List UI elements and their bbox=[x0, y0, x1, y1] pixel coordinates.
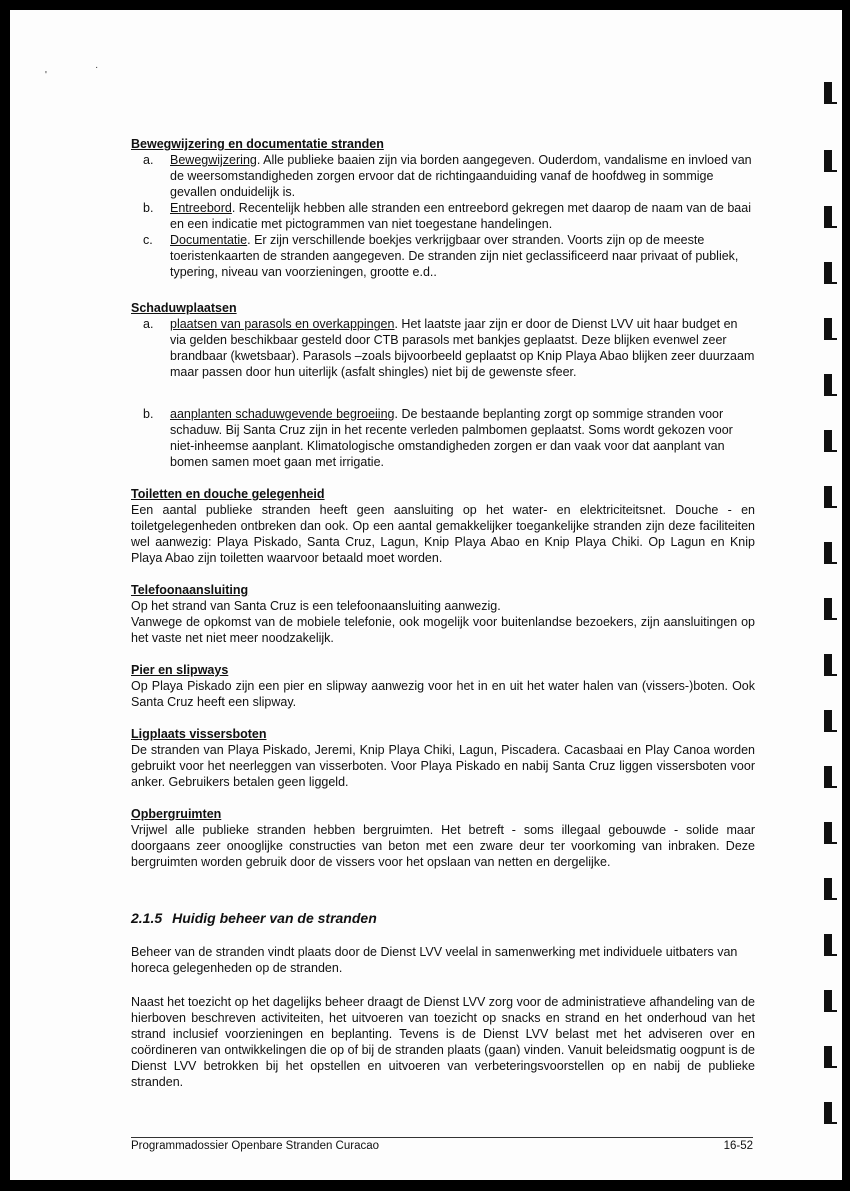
paragraph: Beheer van de stranden vindt plaats door de Dienst LVV veelal in samenwerking met individuele uitbaters van horeca gelegenheden op de stranden. bbox=[131, 945, 738, 975]
binder-hole bbox=[824, 430, 832, 452]
binder-hole bbox=[824, 878, 832, 900]
list-item bbox=[131, 406, 755, 470]
binder-hole bbox=[824, 822, 832, 844]
list-item-lead: aanplanten schaduwgevende begroeiing bbox=[170, 407, 395, 421]
section-heading-opbergruimten: Opbergruimten bbox=[131, 807, 222, 821]
section-heading-telefoon: Telefoonaansluiting bbox=[131, 583, 249, 597]
list-item bbox=[131, 316, 755, 380]
binder-hole bbox=[824, 1046, 832, 1068]
list-item bbox=[131, 152, 755, 200]
paragraph: De stranden van Playa Piskado, Jeremi, Knip Playa Chiki, Lagun, Piscadera. Cacasbaai en Play Canoa worden gebruikt voor het neerleggen van visserboten. Voor Playa Piskado en nabij Santa Cruz liggen vissersboten voor anker. Gebruikers betalen geen liggeld. bbox=[131, 743, 755, 789]
list-item bbox=[131, 232, 755, 280]
paragraph: Een aantal publieke stranden heeft geen aansluiting op het water- en elektriciteitsnet. Douche - en toiletgelegenheden ontbreken dan ook. Op een aantal gemakkelijker toegankelijke stranden zijn deze faciliteiten wel aanwezig: Playa Piskado, Santa Cruz, Lagun, Knip Playa Abao en Knip Playa Chiki. Op Lagun en Knip Playa Abao zijn toiletten waarvoor betaald moet worden. bbox=[131, 503, 755, 565]
binder-hole bbox=[824, 654, 832, 676]
list-item-body: . Er zijn verschillende boekjes verkrijgbaar over stranden. Voorts zijn op de meeste toeristenkaarten de stranden aangegeven. De stranden zijn niet geclassificeerd naar privaat of publiek, typering, niveau van voorzieningen, grootte e.d.. bbox=[170, 233, 739, 279]
binder-hole bbox=[824, 486, 832, 508]
binder-hole bbox=[824, 82, 832, 104]
binder-hole bbox=[824, 150, 832, 172]
document-body bbox=[131, 136, 755, 1090]
list-item-body: . Het laatste jaar zijn er door de Dienst LVV uit haar budget en via gelden beschikbaar gesteld door CTB parasols met bankjes geplaatst. Deze blijken evenwel zeer brandbaar (kwetsbaar). Parasols –zoals bijvoorbeeld geplaatst op Knip Playa Abao blijken zeer duurzaam maar passen door hun uiterlijk (asfalt shingles) niet bij de gewenste sfeer. bbox=[170, 317, 755, 379]
binder-hole bbox=[824, 1102, 832, 1124]
list-item-text bbox=[170, 200, 755, 232]
list-item-lead: plaatsen van parasols en overkappingen bbox=[170, 317, 395, 331]
page-number: 16-52 bbox=[723, 1140, 753, 1152]
list-item-text bbox=[170, 316, 755, 380]
list-item-lead: Entreebord bbox=[170, 201, 232, 215]
paragraph: Naast het toezicht op het dagelijks beheer draagt de Dienst LVV zorg voor de administratieve afhandeling van de hierboven beschreven activiteiten, het uitvoeren van toezicht op snacks en strand en het onderhoud van het strand inclusief voorzieningen en beplanting. Tevens is de Dienst LVV belast met het adviseren over en coördineren van ontwikkelingen die op of bij de stranden plaats (gaan) vinden. Vanuit beleidsmatig oogpunt is de Dienst LVV betrokken bij het opstellen en uitvoeren van verbeteringsvoorstellen op en nabij de publieke stranden. bbox=[131, 995, 755, 1089]
paragraph: Vanwege de opkomst van de mobiele telefonie, ook mogelijk voor buitenlandse bezoekers, zijn aansluitingen op het vaste net niet meer noodzakelijk. bbox=[131, 615, 755, 645]
schaduw-list bbox=[131, 316, 755, 470]
section-heading-toiletten: Toiletten en douche gelegenheid bbox=[131, 487, 325, 501]
binder-hole bbox=[824, 766, 832, 788]
section-heading-ligplaats: Ligplaats vissersboten bbox=[131, 727, 267, 741]
binder-hole bbox=[824, 710, 832, 732]
section-heading-pier: Pier en slipways bbox=[131, 663, 229, 677]
list-item-lead: Documentatie bbox=[170, 233, 248, 247]
list-item-text bbox=[170, 406, 755, 470]
scan-speck: · bbox=[95, 62, 99, 73]
list-item-body: . De bestaande beplanting zorgt op sommige stranden voor schaduw. Bij Santa Cruz zijn in het recente verleden palmbomen geplaatst. Soms wordt gekozen voor niet-inheemse aanplant. Klimatologische omstandigheden zorgen er dan vaak voor dat aanplant van bomen samen moet gaan met irrigatie. bbox=[170, 407, 733, 469]
list-item-text bbox=[170, 232, 755, 280]
subsection-title: Huidig beheer van de stranden bbox=[172, 910, 377, 926]
list-marker: b. bbox=[143, 407, 154, 421]
paragraph: Op het strand van Santa Cruz is een telefoonaansluiting aanwezig. bbox=[131, 599, 501, 613]
list-marker: c. bbox=[143, 233, 153, 247]
binder-hole bbox=[824, 318, 832, 340]
footer-title: Programmadossier Openbare Stranden Curacao bbox=[131, 1140, 380, 1152]
binder-hole bbox=[824, 598, 832, 620]
section-heading-bewegwijzering: Bewegwijzering en documentatie stranden bbox=[131, 137, 384, 151]
paragraph: Op Playa Piskado zijn een pier en slipway aanwezig voor het in en uit het water halen van (vissers-)boten. Ook Santa Cruz heeft een slipway. bbox=[131, 679, 755, 709]
list-item-body: . Alle publieke baaien zijn via borden aangegeven. Ouderdom, vandalisme en invloed van de weersomstandigheden zorgen ervoor dat de richtingaanduiding vanaf de hoofdweg in sommige gevallen onduidelijk is. bbox=[170, 153, 752, 199]
section-heading-schaduwplaatsen: Schaduwplaatsen bbox=[131, 301, 237, 315]
binder-hole bbox=[824, 206, 832, 228]
list-item-lead: Bewegwijzering bbox=[170, 153, 257, 167]
list-item bbox=[131, 200, 755, 232]
scan-speck: ' bbox=[45, 70, 47, 81]
list-marker: a. bbox=[143, 153, 154, 167]
paragraph: Vrijwel alle publieke stranden hebben bergruimten. Het betreft - soms illegaal gebouwde - solide maar doorgaans zeer onooglijke constructies van beton met een zware deur ter voorkoming van inbraken. Deze bergruimten worden gebruik door de vissers voor het opslaan van netten en dergelijke. bbox=[131, 823, 755, 869]
list-marker: b. bbox=[143, 201, 154, 215]
binder-hole bbox=[824, 374, 832, 396]
page-footer bbox=[131, 1137, 753, 1152]
list-marker: a. bbox=[143, 317, 154, 331]
bewegwijzering-list bbox=[131, 152, 755, 280]
binder-hole bbox=[824, 934, 832, 956]
binder-hole bbox=[824, 542, 832, 564]
list-item-text bbox=[170, 152, 755, 200]
subsection-heading bbox=[131, 910, 755, 926]
binder-hole bbox=[824, 990, 832, 1012]
subsection-number: 2.1.5 bbox=[131, 910, 163, 926]
document-page bbox=[10, 10, 842, 1180]
binder-hole bbox=[824, 262, 832, 284]
list-item-body: . Recentelijk hebben alle stranden een entreebord gekregen met daarop de naam van de baai en een indicatie met pictogrammen van niet toegestane handelingen. bbox=[170, 201, 751, 231]
